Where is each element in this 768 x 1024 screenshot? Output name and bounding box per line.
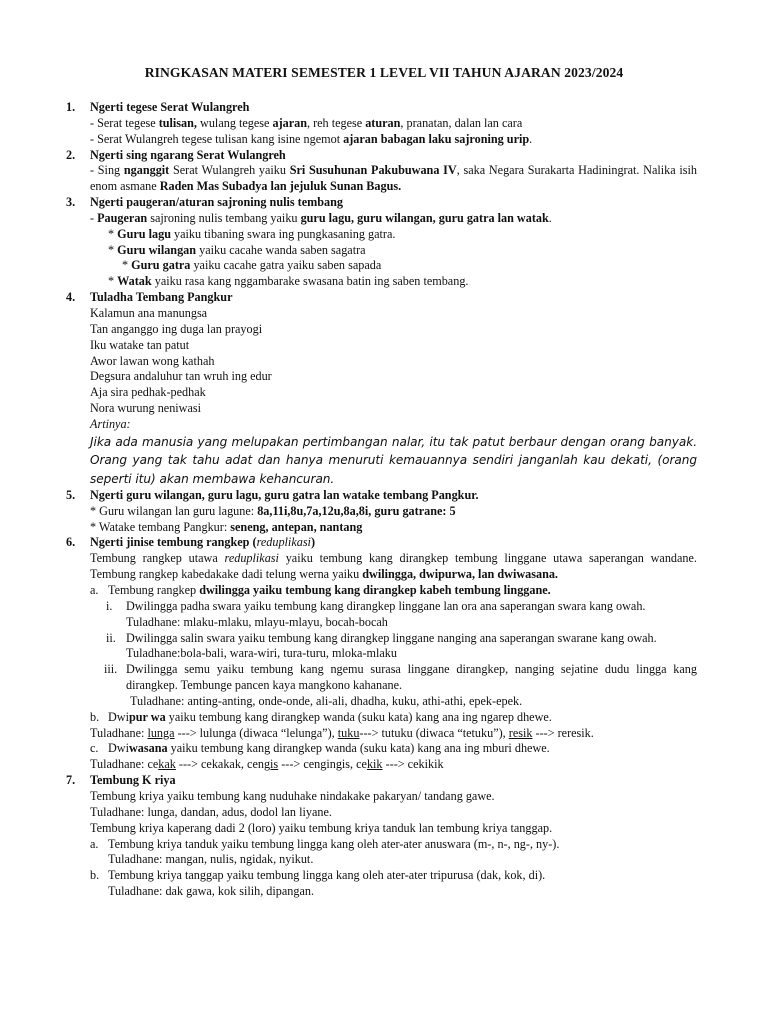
bold-text: aturan [365, 115, 401, 130]
bold-text: ajaran babagan laku sajroning urip [343, 131, 530, 146]
poem-line: Tan anganggo ing duga lan prayogi [90, 321, 263, 336]
text-span: yaiku cacahe wanda saben sagatra [196, 242, 366, 257]
list-marker: b. [90, 868, 100, 883]
text-line [90, 258, 697, 274]
text-span: - Sing [90, 163, 124, 178]
section-1-heading [66, 100, 697, 116]
section-number: 3. [66, 195, 76, 210]
text-span: , saka Negara Surakarta Hadiningrat. Nalika isih enom asmane [90, 163, 697, 194]
section-number: 7. [66, 773, 76, 788]
document-body [66, 100, 697, 900]
underlined-text: tuku [337, 725, 360, 740]
text-span: sajroning nulis tembang yaiku [147, 210, 301, 225]
example-line: Tuladhane:bola-bali, wara-wiri, tura-turu, mloka-mlaku [126, 646, 397, 661]
list-item-b [90, 868, 697, 884]
underlined-text: lunga [147, 725, 175, 740]
bold-text: Guru gatra [131, 258, 191, 273]
bold-text: dwilingga yaiku tembung kang dirangkep kabeh tembung linggane. [199, 583, 551, 597]
text-span: ---> reresik. [532, 725, 594, 740]
list-item-a [90, 583, 697, 599]
text-span: yaiku tembung kang dirangkep tembung linggane utawa saperangan wandane. Tembung rangkep kabedakake dadi telung werna yaiku [90, 551, 697, 582]
poem-line: Degsura andaluhur tan wruh ing edur [90, 369, 272, 384]
text-span: * [108, 242, 118, 257]
list-marker: a. [90, 583, 99, 597]
section-2-heading [66, 147, 697, 164]
text-span: . [548, 210, 552, 225]
text-line [90, 274, 697, 290]
section-5-heading [66, 487, 697, 504]
section-heading-text: Tembung K riya [90, 773, 176, 788]
text-span: * [122, 258, 132, 273]
section-6-heading [66, 535, 697, 551]
text-line [90, 132, 697, 148]
text-span: , reh tegese [307, 115, 366, 130]
text-span: ) [310, 535, 316, 550]
text-span: Tembung rangkep utawa [90, 551, 225, 566]
section-number: 1. [66, 100, 76, 114]
text-span: wulang tegese [196, 115, 273, 130]
text-span: yaiku cacahe gatra yaiku saben sapada [190, 258, 382, 273]
section-heading-text: Ngerti tegese Serat Wulangreh [90, 100, 250, 114]
text-span: - Serat tegese [90, 115, 159, 130]
section-number: 2. [66, 147, 76, 162]
bold-text: guru lagu, guru wilangan, guru gatra lan watak [300, 210, 549, 225]
list-marker: i. [106, 598, 113, 613]
text-span: yaiku tembung kang dirangkep wanda (suku kata) kang ana ing mburi dhewe. [167, 741, 550, 756]
example-line [90, 757, 697, 773]
section-number: 5. [66, 487, 76, 502]
text-span: * [108, 274, 118, 289]
bold-text: seneng, antepan, nantang [230, 519, 363, 534]
bold-text: Raden Mas Subadya lan jejuluk Sunan Bagus. [159, 179, 402, 194]
bold-text: tulisan, [158, 115, 197, 130]
text-span: yaiku tembung kang dirangkep wanda (suku kata) kang ana ing ngarep dhewe. [165, 709, 552, 724]
list-item-i [90, 599, 697, 615]
list-marker: a. [90, 836, 99, 851]
text-span: Dwilingga semu yaiku tembung kang ngemu surasa linggane dirangkep, nanging sejatine dudu lingga kang dirangkep. Tembunge pancen kaya mangkono kahanane. [126, 662, 697, 693]
section-number: 4. [66, 290, 76, 305]
page-title: RINGKASAN MATERI SEMESTER 1 LEVEL VII TAHUN AJARAN 2023/2024 [144, 65, 624, 80]
italic-text: reduplikasi [224, 551, 279, 566]
section-heading-text: Tuladha Tembang Pangkur [90, 290, 233, 305]
bold-text: dwilingga, dwipurwa, lan dwiwasana. [362, 567, 558, 582]
text-span: ---> cekakak, cen [175, 757, 264, 772]
text-span: Dwilingga padha swara yaiku tembung kang dirangkep linggane lan ora ana saperangan swara kang owah. [126, 598, 646, 613]
underlined-text: kik [366, 757, 383, 772]
list-item-a [90, 837, 697, 853]
bold-text: ajaran [272, 115, 307, 130]
example-line: Tuladhane: dak gawa, kok silih, dipangan. [108, 884, 315, 899]
text-span: ---> cengingis, ce [278, 757, 367, 772]
section-heading-text: Ngerti guru wilangan, guru lagu, guru gatra lan watake tembang Pangkur. [90, 487, 479, 502]
text-line: Tuladhane: lunga, dandan, adus, dodol lan liyane. [90, 804, 332, 819]
text-line [90, 520, 697, 536]
text-span: Dwi [108, 709, 129, 724]
example-line [90, 726, 697, 742]
list-marker: iii. [104, 662, 118, 677]
text-span: - [90, 210, 98, 225]
text-span: - Serat Wulangreh tegese tulisan kang isine ngemot [90, 131, 344, 146]
example-line: Tuladhane: mangan, nulis, ngidak, nyikut. [108, 852, 314, 867]
bold-text: Guru wilangan [117, 242, 197, 257]
section-heading-text: Ngerti sing ngarang Serat Wulangreh [90, 147, 286, 162]
section-4-heading [66, 290, 697, 306]
text-line [90, 211, 697, 227]
section-7-heading [66, 773, 697, 789]
section-3-heading [66, 195, 697, 211]
text-span: ---> cekikik [382, 757, 444, 772]
text-span: Tuladhane: ce [90, 757, 159, 772]
translation-text: Jika ada manusia yang melupakan pertimbangan nalar, itu tak patut berbaur dengan orang banyak. Orang yang tak tahu adat dan hanya menuruti kemauannya sendiri janganlah kau dekati, (orang seperti itu) akan membawa kehancuran. [90, 434, 697, 486]
text-span: Tembung rangkep [108, 583, 200, 597]
bold-text: nganggit [123, 163, 170, 178]
text-line: Tembung kriya kaperang dadi 2 (loro) yaiku tembung kriya tanduk lan tembung kriya tanggap. [90, 820, 553, 835]
example-line: Tuladhane: anting-anting, onde-onde, ali-ali, dhadha, kuku, athi-athi, epek-epek. [130, 693, 523, 708]
underlined-text: gis [263, 757, 279, 772]
poem-line: Nora wurung neniwasi [90, 401, 202, 416]
poem-line: Awor lawan wong kathah [90, 353, 215, 368]
text-span: Serat Wulangreh yaiku [169, 163, 290, 178]
poem-line: Aja sira pedhak-pedhak [90, 385, 206, 400]
italic-text: reduplikasi [256, 535, 311, 550]
text-span: * Watake tembang Pangkur: [90, 519, 231, 534]
list-marker: c. [90, 741, 99, 756]
text-line [90, 243, 697, 259]
section-heading-text: Ngerti jinise tembung rangkep ( [90, 535, 257, 550]
list-marker: ii. [106, 630, 116, 645]
bold-text: Sri Susuhunan Pakubuwana IV [289, 163, 457, 178]
bold-text: Guru lagu [117, 226, 171, 241]
bold-text: Paugeran [97, 210, 148, 225]
underlined-text: kak [158, 757, 176, 772]
text-span: yaiku rasa kang nggambarake swasana batin ing saben tembang. [151, 274, 469, 289]
text-span: Tuladhane: [90, 725, 148, 740]
paragraph [90, 163, 697, 195]
text-span: , pranatan, dalan lan cara [400, 115, 523, 130]
bold-text: pur wa [129, 709, 166, 724]
text-span: * Guru wilangan lan guru lagune: [90, 503, 258, 518]
text-span: * [108, 226, 118, 241]
list-item-iii [90, 662, 697, 694]
translation-label: Artinya: [90, 416, 131, 431]
text-line [90, 504, 697, 520]
list-item-b [90, 710, 697, 726]
text-span: Tembung kriya tanggap yaiku tembung lingga kang oleh ater-ater tripurusa (dak, kok, di). [108, 868, 546, 883]
example-line: Tuladhane: mlaku-mlaku, mlayu-mlayu, bocah-bocah [126, 614, 388, 629]
list-marker: b. [90, 709, 100, 724]
poem-line: Iku watake tan patut [90, 337, 190, 352]
section-number: 6. [66, 535, 76, 550]
poem-line: Kalamun ana manungsa [90, 305, 208, 320]
list-item-ii [90, 631, 697, 647]
text-span: Dwi [108, 741, 129, 756]
text-span: Tembung kriya tanduk yaiku tembung lingga kang oleh ater-ater anuswara (m-, n-, ng-, ny-). [108, 836, 560, 851]
underlined-text: resik [508, 725, 533, 740]
text-span: ---> lulunga (diwaca “lelunga”), [174, 725, 338, 740]
text-line [90, 116, 697, 132]
bold-text: Watak [117, 274, 152, 289]
bold-text: wasana [129, 741, 168, 756]
list-item-c [90, 741, 697, 757]
text-span: . [529, 131, 533, 146]
text-span: Dwilingga salin swara yaiku tembung kang dirangkep linggane nanging ana saperangan swarane kang owah. [126, 630, 657, 645]
section-heading-text: Ngerti paugeran/aturan sajroning nulis tembang [90, 195, 344, 210]
text-line: Tembung kriya yaiku tembung kang nuduhake nindakake pakaryan/ tandang gawe. [90, 788, 495, 803]
text-span: ---> tutuku (diwaca “tetuku”), [359, 725, 509, 740]
paragraph [90, 551, 697, 583]
bold-text: 8a,11i,8u,7a,12u,8a,8i, guru gatrane: 5 [257, 503, 456, 518]
text-line [90, 227, 697, 243]
text-span: yaiku tibaning swara ing pungkasaning gatra. [171, 226, 396, 241]
